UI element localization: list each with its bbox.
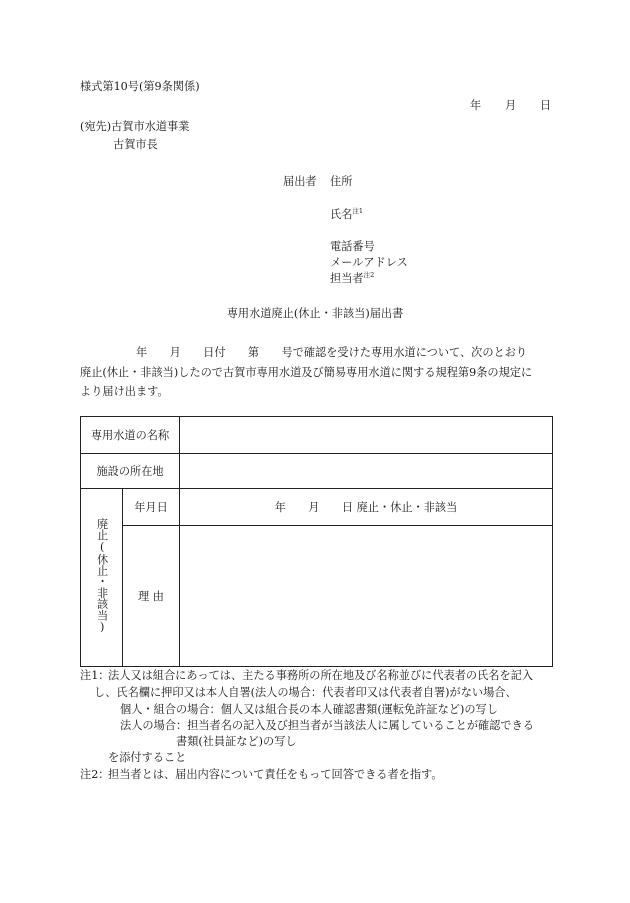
note1-line-5: 書類(社員証など)の写し: [176, 735, 297, 748]
note1-line-3: 個人・組合の場合：個人又は組合長の本人確認書類(運転免許証など)の写し: [120, 703, 498, 716]
addressee-line2: 古賀市長: [113, 138, 158, 151]
contact-note-marker: 注2: [363, 271, 375, 279]
date-month-label: 月: [505, 99, 517, 112]
applicant-heading: 届出者: [283, 175, 317, 188]
note1-line-4: 法人の場合：担当者名の記入及び担当者が当該法人に属していることが確認できる: [120, 719, 534, 732]
date-day-label: 日: [540, 99, 552, 112]
table-row: [81, 454, 553, 489]
phone-label: 電話番号: [330, 240, 375, 253]
note1-line-6: を添付すること: [108, 751, 187, 764]
date-year-label: 年: [470, 99, 482, 112]
facility-name-label: 専用水道の名称: [81, 417, 180, 454]
addressee-line1: (宛先)古賀市水道事業: [80, 120, 190, 133]
reason-field[interactable]: [180, 526, 553, 667]
contact-label-group: [330, 272, 374, 285]
body-line-3: より届け出ます。: [80, 385, 169, 398]
table-row: [81, 526, 553, 667]
form-number: 様式第10号(第9条関係): [80, 80, 200, 93]
abolition-group-cell: [81, 489, 123, 667]
abolition-group-label: 廃止(休止・非該当): [95, 518, 109, 634]
note1-line-1: 法人又は組合にあっては、主たる事務所の所在地及び名称並びに代表者の氏名を記入: [108, 669, 534, 682]
body-line-1: 年 月 日付 第 号で確認を受けた専用水道について、次のとおり: [136, 346, 528, 359]
facility-location-field[interactable]: [180, 454, 553, 489]
abolition-date-label: 年月日: [123, 489, 180, 526]
table-row: [81, 489, 553, 526]
facility-name-field[interactable]: [180, 417, 553, 454]
note1-label: 注1：: [80, 669, 110, 682]
reason-label: 理 由: [123, 526, 180, 667]
document-title: 専用水道廃止(休止・非該当)届出書: [226, 307, 404, 320]
facility-location-label: 施設の所在地: [81, 454, 180, 489]
note2-label: 注2：: [80, 768, 110, 781]
name-label-group: [330, 208, 363, 221]
name-label: 氏名: [330, 208, 353, 221]
address-label: 住所: [330, 175, 353, 188]
note2-text: 担当者とは、届出内容について責任をもって回答できる者を指す。: [108, 768, 443, 781]
contact-label: 担当者: [330, 272, 364, 285]
abolition-date-field[interactable]: 年 月 日 廃止・休止・非該当: [180, 489, 553, 526]
form-table: [80, 416, 553, 667]
name-note-marker: 注1: [352, 207, 364, 215]
body-line-2: 廃止(休止・非該当)したので古賀市専用水道及び簡易専用水道に関する規程第9条の規定に: [80, 366, 533, 379]
email-label: メールアドレス: [330, 256, 408, 269]
table-row: [81, 417, 553, 454]
note1-line-2: し、氏名欄に押印又は本人自署(法人の場合：代表者印又は代表者自署)がない場合、: [94, 686, 517, 699]
